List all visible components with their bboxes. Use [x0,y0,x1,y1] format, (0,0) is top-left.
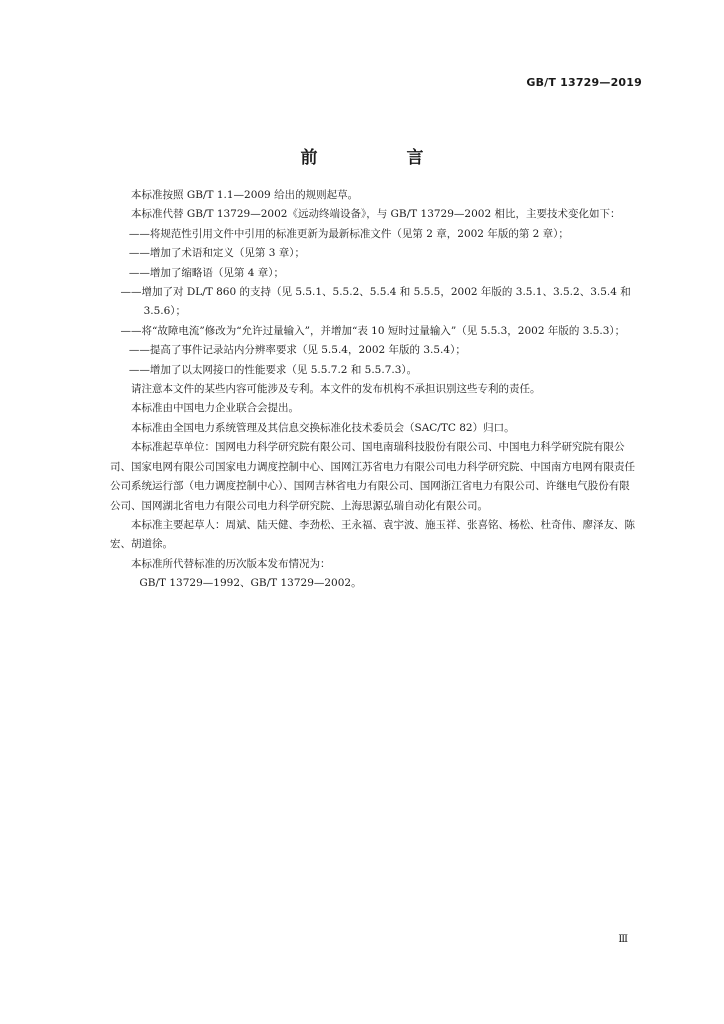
paragraph-history-intro: 本标准所代替标准的历次版本发布情况为： [131,557,331,570]
change-item: ——增加了缩略语（见第 4 章）； [128,266,285,279]
paragraph-replacement: 本标准代替 GB/T 13729—2002《远动终端设备》，与 GB/T 13729—2002 相比，主要技术变化如下： [131,208,621,221]
paragraph-proposer: 本标准由中国电力企业联合会提出。 [131,402,299,415]
change-item: ——将“故障电流”修改为“允许过量输入”，并增加“表 10 短时过量输入”（见 5.5.3，2002 年版的 3.5.3）； [120,324,626,337]
change-item: ——增加了对 DL/T 860 的支持（见 5.5.1、5.5.2、5.5.4 和 5.5.5，2002 年版的 3.5.1、3.5.2、3.5.4 和 3.5.6）； [120,286,631,318]
paragraph-committee: 本标准由全国电力系统管理及其信息交换标准化技术委员会（SAC/TC 82）归口。 [131,421,515,434]
paragraph-drafting-units: 本标准起草单位：国网电力科学研究院有限公司、国电南瑞科技股份有限公司、中国电力科学研究院有限公司、国家电网有限公司国家电力调度控制中心、国网江苏省电力有限公司电力科学研究院、中国南方电网有限责任公司系统运行部（电力调度控制中心）、国网吉林省电力有限公司、国网浙江省电力有限公司、许继电气股份有限公司、国网湖北省电力有限公司电力科学研究院、上海思源弘瑞自动化有限公司。 [110,441,635,512]
change-item: ——增加了术语和定义（见第 3 章）； [128,247,306,260]
paragraph-drafters: 本标准主要起草人：周斌、陆天健、李劲松、王永福、袁宇波、施玉祥、张喜铭、杨松、杜奇伟、廖泽友、陈宏、胡道徐。 [110,518,635,551]
change-item: ——增加了以太网接口的性能要求（见 5.5.7.2 和 5.5.7.3）。 [128,363,418,376]
page-title: 前 言 [300,148,460,168]
paragraph-history-editions: GB/T 13729—1992、GB/T 13729—2002。 [139,577,362,590]
page-number: Ⅲ [618,934,628,945]
change-item: ——将规范性引用文件中引用的标准更新为最新标准文件（见第 2 章，2002 年版的第 2 章）； [128,227,569,240]
paragraph-drafting-rules: 本标准按照 GB/T 1.1—2009 给出的规则起草。 [131,189,359,201]
standard-code: GB/T 13729—2019 [526,76,642,89]
change-item: ——提高了事件记录站内分辨率要求（见 5.5.4，2002 年版的 3.5.4）； [128,344,466,357]
paragraph-patent-notice: 请注意本文件的某些内容可能涉及专利。本文件的发布机构不承担识别这些专利的责任。 [131,383,541,396]
foreword-body [110,186,640,594]
